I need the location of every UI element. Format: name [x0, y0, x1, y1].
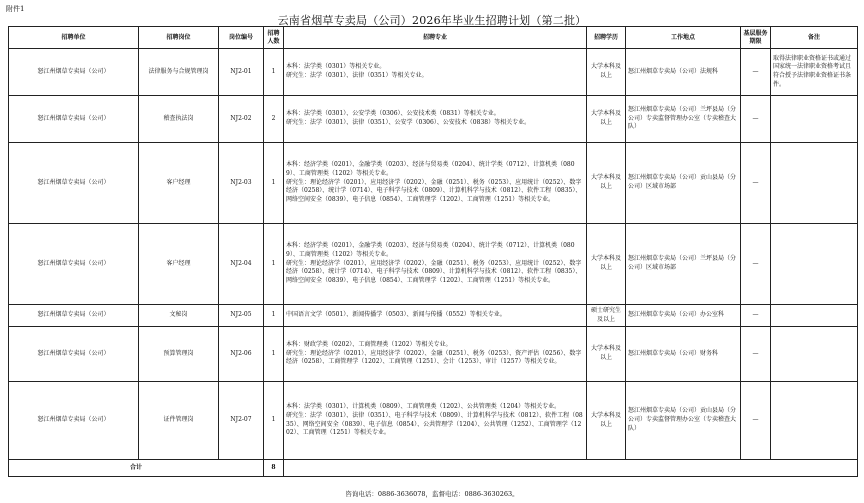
document-title: 云南省烟草专卖局（公司）2026年毕业生招聘计划（第二批）: [277, 14, 587, 27]
cell-count: 1: [264, 143, 284, 224]
cell-location: 怒江州烟草专卖局（公司）财务科: [626, 327, 741, 382]
header-remark: 备注: [771, 27, 858, 49]
cell-remark: [771, 224, 858, 305]
cell-position: 法律服务与合规管理岗: [139, 49, 219, 96]
cell-code: NJ2-06: [219, 327, 264, 382]
cell-remark: [771, 327, 858, 382]
cell-remark: [771, 305, 858, 327]
cell-major: 本科：法学类（0301）、公安学类（0306）、公安技术类（0831）等相关专业。 研究生：法学（0301）、法律（0351）、公安学（0306）、公安技术（0838）等相关专业。: [284, 96, 587, 143]
table-row: [9, 96, 858, 143]
cell-remark: [771, 143, 858, 224]
cell-service-period: —: [741, 143, 771, 224]
cell-position: 预算管理岗: [139, 327, 219, 382]
header-code: 岗位编号: [219, 27, 264, 49]
table-row: [9, 382, 858, 460]
cell-location: 怒江州烟草专卖局（公司）兰坪县局（分公司）区域市场部: [626, 224, 741, 305]
cell-unit: 怒江州烟草专卖局（公司）: [9, 224, 139, 305]
cell-code: NJ2-05: [219, 305, 264, 327]
cell-service-period: —: [741, 224, 771, 305]
cell-code: NJ2-07: [219, 382, 264, 460]
cell-location: 怒江州烟草专卖局（公司）办公室科: [626, 305, 741, 327]
total-label: 合计: [9, 460, 264, 477]
cell-major: 本科：经济学类（0201）、金融学类（0203）、经济与贸易类（0204）、统计学类（0712）、计算机类（0809）、工商管理类（1202）等相关专业。 研究生：理论经济学（0201）、应用经济学（0202）、金融（0251）、税务（0253）、应用统计（0252）、数字经济（0258）、统计学（0714）、电子科学与技术（0809）、计算机科学与技术（0812）、软件工程（0835）、网络空间安全（0839）、电子信息（0854）、工商管理学（1202）、工商管理（1251）等相关专业。: [284, 224, 587, 305]
cell-remark: [771, 382, 858, 460]
cell-unit: 怒江州烟草专卖局（公司）: [9, 143, 139, 224]
header-unit: 招聘单位: [9, 27, 139, 49]
cell-location: 怒江州烟草专卖局（公司）兰坪县局（分公司）专卖监督管理办公室（专卖稽查大队）: [626, 96, 741, 143]
cell-major: 本科：法学类（0301）、计算机类（0809）、工商管理类（1202）、公共管理类（1204）等相关专业。 研究生：法学（0301）、法律（0351）、电子科学与技术（0809）、计算机科学与技术（0812）、软件工程（0835）、网络空间安全（0839）、电子信息（0854）、公共管理学（1204）、公共管理（1252）、工商管理学（1202）、工商管理（1251）等相关专业。: [284, 382, 587, 460]
header-position: 招聘岗位: [139, 27, 219, 49]
table-row: [9, 49, 858, 96]
cell-education: 大学本科及以上: [587, 382, 626, 460]
recruitment-plan-table: [8, 26, 858, 477]
table-row: [9, 224, 858, 305]
table-row: [9, 143, 858, 224]
cell-position: 文秘岗: [139, 305, 219, 327]
cell-count: 1: [264, 224, 284, 305]
cell-major: 本科：财政学类（0202）、工商管理类（1202）等相关专业。 研究生：理论经济学（0201）、应用经济学（0202）、金融（0251）、税务（0253）、资产评估（0256）、数字经济（0258）、工商管理学（1202）、工商管理（1251）、会计（1253）、审计（1257）等相关专业。: [284, 327, 587, 382]
header-major: 招聘专业: [284, 27, 587, 49]
contact-info: 咨询电话：0886-3636078，监督电话：0886-3630263。: [345, 490, 519, 498]
total-count: 8: [264, 460, 284, 477]
cell-code: NJ2-02: [219, 96, 264, 143]
cell-education: 大学本科及以上: [587, 96, 626, 143]
header-location: 工作地点: [626, 27, 741, 49]
header-count: 招聘人数: [264, 27, 284, 49]
cell-location: 怒江州烟草专卖局（公司）贡山县局（分公司）专卖监督管理办公室（专卖稽查大队）: [626, 382, 741, 460]
cell-count: 1: [264, 49, 284, 96]
cell-remark: 取得法律职业资格证书或通过国家统一法律职业资格考试且符合授予法律职业资格证书条件。: [771, 49, 858, 96]
header-education: 招聘学历: [587, 27, 626, 49]
cell-unit: 怒江州烟草专卖局（公司）: [9, 49, 139, 96]
cell-position: 客户经理: [139, 143, 219, 224]
cell-education: 大学本科及以上: [587, 327, 626, 382]
cell-position: 证件管理岗: [139, 382, 219, 460]
cell-service-period: —: [741, 327, 771, 382]
cell-unit: 怒江州烟草专卖局（公司）: [9, 96, 139, 143]
cell-count: 1: [264, 382, 284, 460]
cell-count: 1: [264, 327, 284, 382]
cell-code: NJ2-04: [219, 224, 264, 305]
cell-service-period: —: [741, 382, 771, 460]
cell-position: 稽查执法岗: [139, 96, 219, 143]
cell-service-period: —: [741, 305, 771, 327]
cell-unit: 怒江州烟草专卖局（公司）: [9, 327, 139, 382]
cell-code: NJ2-01: [219, 49, 264, 96]
cell-service-period: —: [741, 49, 771, 96]
cell-education: 大学本科及以上: [587, 49, 626, 96]
total-row: [9, 460, 858, 477]
cell-major: 本科：经济学类（0201）、金融学类（0203）、经济与贸易类（0204）、统计学类（0712）、计算机类（0809）、工商管理类（1202）等相关专业。 研究生：理论经济学（0201）、应用经济学（0202）、金融（0251）、税务（0253）、应用统计（0252）、数字经济（0258）、统计学（0714）、电子科学与技术（0809）、计算机科学与技术（0812）、软件工程（0835）、网络空间安全（0839）、电子信息（0854）、工商管理学（1202）、工商管理（1251）等相关专业。: [284, 143, 587, 224]
table-header-row: [9, 27, 858, 49]
table-row: [9, 305, 858, 327]
total-empty: [284, 460, 858, 477]
cell-major: 中国语言文学（0501）、新闻传播学（0503）、新闻与传播（0552）等相关专业。: [284, 305, 587, 327]
cell-unit: 怒江州烟草专卖局（公司）: [9, 382, 139, 460]
cell-major: 本科：法学类（0301）等相关专业。 研究生：法学（0301）、法律（0351）等相关专业。: [284, 49, 587, 96]
cell-location: 怒江州烟草专卖局（公司）法规科: [626, 49, 741, 96]
cell-position: 客户经理: [139, 224, 219, 305]
cell-education: 硕士研究生及以上: [587, 305, 626, 327]
cell-location: 怒江州烟草专卖局（公司）贡山县局（分公司）区域市场部: [626, 143, 741, 224]
cell-unit: 怒江州烟草专卖局（公司）: [9, 305, 139, 327]
table-row: [9, 327, 858, 382]
cell-service-period: —: [741, 96, 771, 143]
cell-count: 1: [264, 305, 284, 327]
attachment-label: 附件1: [6, 5, 25, 13]
header-service-period: 基层服务期限: [741, 27, 771, 49]
cell-education: 大学本科及以上: [587, 224, 626, 305]
cell-education: 大学本科及以上: [587, 143, 626, 224]
cell-code: NJ2-03: [219, 143, 264, 224]
cell-remark: [771, 96, 858, 143]
cell-count: 2: [264, 96, 284, 143]
